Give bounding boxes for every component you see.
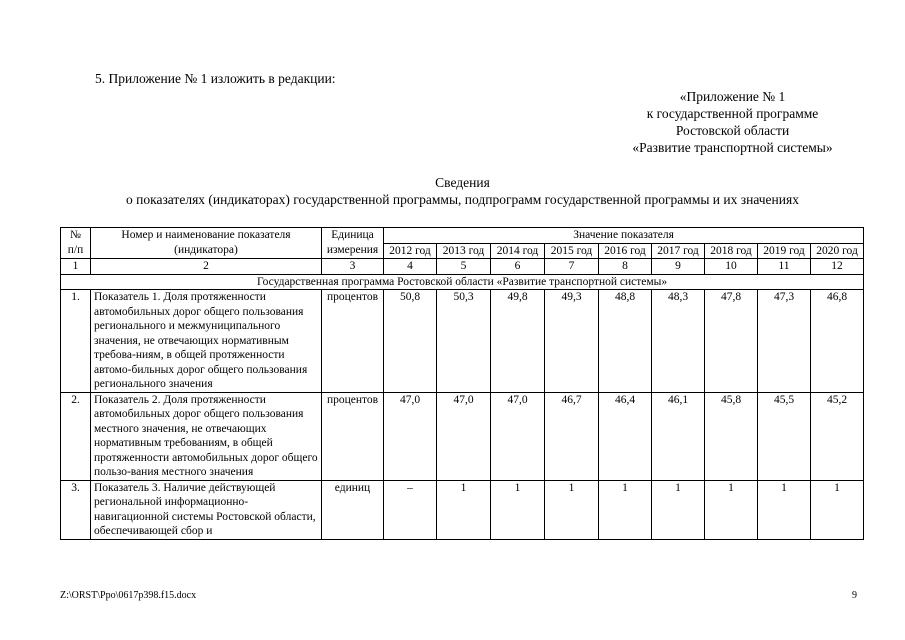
header-year: 2013 год — [437, 243, 491, 259]
row-unit: процентов — [322, 392, 384, 480]
row-value: 1 — [491, 480, 545, 539]
header-value-group: Значение показателя — [384, 228, 864, 244]
indicators-table — [60, 227, 864, 540]
row-value: 47,0 — [437, 392, 491, 480]
row-value: 47,8 — [705, 290, 758, 393]
column-index: 10 — [705, 259, 758, 275]
header-year: 2014 год — [491, 243, 545, 259]
header-num: № п/п — [61, 228, 91, 259]
header-year: 2015 год — [545, 243, 599, 259]
row-num: 1. — [61, 290, 91, 393]
header-year: 2017 год — [652, 243, 705, 259]
table-row — [61, 290, 864, 393]
title-line-1: Сведения — [435, 175, 490, 190]
column-index: 9 — [652, 259, 705, 275]
row-value: 50,8 — [384, 290, 437, 393]
row-value: 46,4 — [599, 392, 652, 480]
section-title: Государственная программа Ростовской области «Развитие транспортной системы» — [61, 274, 864, 290]
row-name: Показатель 2. Доля протяженности автомобильных дорог общего пользования местного значения, не отвечающих нормативным требованиям, в общей протяженности автомобильных дорог общего пользо-вания местного значения — [91, 392, 322, 480]
table-header-row — [61, 228, 864, 244]
header-unit: Единица измерения — [322, 228, 384, 259]
row-value: 47,0 — [384, 392, 437, 480]
row-unit: единиц — [322, 480, 384, 539]
appendix-line-1: «Приложение № 1 — [679, 89, 786, 104]
title-line-2: о показателях (индикаторах) государственной программы, подпрограмм государственной программы и их значениях — [126, 192, 799, 207]
header-year: 2016 год — [599, 243, 652, 259]
appendix-line-4: «Развитие транспортной системы» — [632, 140, 833, 155]
header-name: Номер и наименование показателя (индикатора) — [91, 228, 322, 259]
row-value: 49,3 — [545, 290, 599, 393]
row-value: 45,2 — [811, 392, 864, 480]
column-index: 3 — [322, 259, 384, 275]
row-value: 45,8 — [705, 392, 758, 480]
row-value: 50,3 — [437, 290, 491, 393]
column-index: 5 — [437, 259, 491, 275]
header-year: 2012 год — [384, 243, 437, 259]
column-index: 2 — [91, 259, 322, 275]
row-value: 48,8 — [599, 290, 652, 393]
column-index: 6 — [491, 259, 545, 275]
column-index-row — [61, 259, 864, 275]
row-value: 1 — [705, 480, 758, 539]
page-number: 9 — [852, 590, 857, 601]
row-value: 47,0 — [491, 392, 545, 480]
column-index: 4 — [384, 259, 437, 275]
row-value: 1 — [652, 480, 705, 539]
appendix-line-3: Ростовской области — [675, 123, 790, 138]
table-row — [61, 392, 864, 480]
row-num: 3. — [61, 480, 91, 539]
row-unit: процентов — [322, 290, 384, 393]
header-year: 2020 год — [811, 243, 864, 259]
row-value: – — [384, 480, 437, 539]
footer-file-path: Z:\ORST\Ppo\0617p398.f15.docx — [60, 590, 197, 601]
row-value: 48,3 — [652, 290, 705, 393]
column-index: 8 — [599, 259, 652, 275]
column-index: 11 — [758, 259, 811, 275]
row-name: Показатель 1. Доля протяженности автомобильных дорог общего пользования регионального и межмуниципального значения, не отвечающих нормативным требова-ниям, в общей протяженности автомо-бильных дорог общего пользования регионального значения — [91, 290, 322, 393]
appendix-header — [600, 88, 865, 156]
column-index: 7 — [545, 259, 599, 275]
section-row — [61, 274, 864, 290]
row-value: 47,3 — [758, 290, 811, 393]
header-year: 2019 год — [758, 243, 811, 259]
row-value: 1 — [599, 480, 652, 539]
column-index: 12 — [811, 259, 864, 275]
row-value: 1 — [545, 480, 599, 539]
row-value: 45,5 — [758, 392, 811, 480]
row-name: Показатель 3. Наличие действующей региональной информационно-навигационной системы Ростовской области, обеспечивающей сбор и — [91, 480, 322, 539]
column-index: 1 — [61, 259, 91, 275]
row-value: 1 — [758, 480, 811, 539]
intro-line: 5. Приложение № 1 изложить в редакции: — [95, 71, 336, 86]
row-value: 46,8 — [811, 290, 864, 393]
row-value: 1 — [811, 480, 864, 539]
row-num: 2. — [61, 392, 91, 480]
row-value: 1 — [437, 480, 491, 539]
row-value: 46,7 — [545, 392, 599, 480]
header-year: 2018 год — [705, 243, 758, 259]
row-value: 46,1 — [652, 392, 705, 480]
table-row — [61, 480, 864, 539]
appendix-line-2: к государственной программе — [646, 106, 819, 121]
document-title — [40, 174, 885, 208]
row-value: 49,8 — [491, 290, 545, 393]
